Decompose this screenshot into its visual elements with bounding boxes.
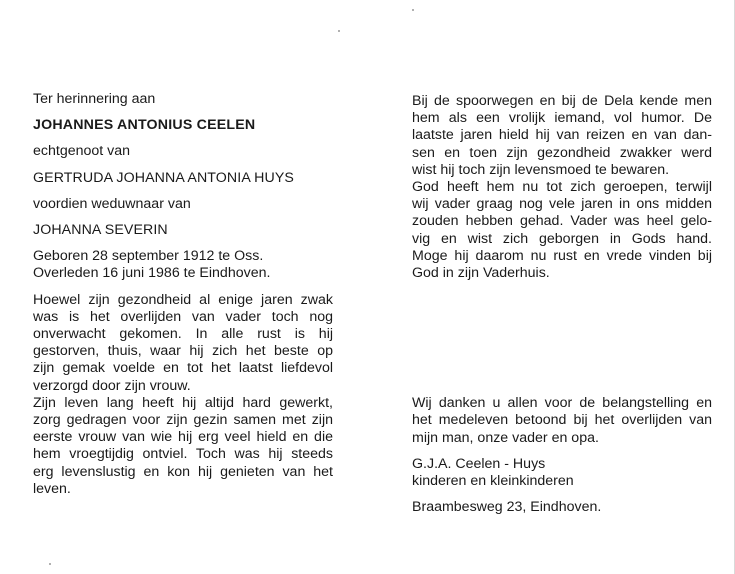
paragraph-line: hem vroegtijdig ontviel. Toch was hij steeds (33, 446, 333, 463)
widower-label: voordien weduwnaar van (33, 195, 191, 212)
scan-speck (338, 30, 340, 32)
left-paragraph (33, 292, 333, 498)
deceased-name: JOHANNES ANTONIUS CEELEN (33, 117, 256, 134)
spouse-label: echtgenoot van (33, 143, 131, 160)
paragraph-line: leven. (33, 480, 71, 497)
thanks-line: mijn man, onze vader en opa. (412, 429, 599, 446)
first-wife-name: JOHANNA SEVERIN (33, 222, 168, 239)
paragraph-line: laatste jaren hield hij van reizen en van dan- (412, 127, 712, 144)
paragraph-line: Zijn leven lang heeft hij altijd hard gewerkt, (33, 394, 333, 411)
paragraph-line: onverwacht gekomen. In alle rust is hij (33, 326, 333, 343)
paragraph-line: wist hij toch zijn levensmoed te bewaren. (412, 161, 670, 178)
paragraph-line: God heeft hem nu tot zich geroepen, terwijl (412, 179, 712, 196)
paragraph-line: zouden hebben gehad. Vader was heel gelo- (412, 213, 712, 230)
thanks-line: Wij danken u allen voor de belangstelling en (412, 395, 712, 412)
scan-speck (49, 563, 51, 565)
paragraph-line: sen en toen zijn gezondheid zwakker werd (412, 144, 712, 161)
paragraph-line: was is het overlijden van vader toch nog (33, 308, 333, 325)
paragraph-line: wij vader graag nog vele jaren in ons midden (412, 196, 712, 213)
scan-speck (412, 9, 414, 11)
paragraph-line: zorg gedragen voor zijn gezin samen met zijn (33, 412, 333, 429)
thanks-paragraph (412, 395, 712, 447)
paragraph-line: vig en wist zich geborgen in Gods hand. (412, 230, 712, 247)
family-signature: G.J.A. Ceelen - Huys (412, 455, 546, 472)
left-column (33, 91, 333, 498)
birth-line: Geboren 28 september 1912 te Oss. (33, 248, 264, 265)
family-members: kinderen en kleinkinderen (412, 473, 574, 490)
paragraph-line: Bij de spoorwegen en bij de Dela kende men (412, 93, 712, 109)
thanks-line: het medeleven betoond bij het overlijden van (412, 412, 712, 429)
paragraph-line: eerste vrouw van wie hij erg veel hield en die (33, 429, 333, 446)
intro-text: Ter herinnering aan (33, 91, 156, 107)
paragraph-line: Moge hij daarom nu rust en vrede vinden bij (412, 247, 712, 264)
paragraph-line: zijn gemak voelde en tot het laatst liefdevol (33, 360, 333, 377)
right-column (412, 93, 712, 516)
spouse-name: GERTRUDA JOHANNA ANTONIA HUYS (33, 169, 294, 186)
paragraph-line: God in zijn Vaderhuis. (412, 265, 550, 282)
paragraph-line: Hoewel zijn gezondheid al enige jaren zwak (33, 291, 333, 308)
address-line: Braambesweg 23, Eindhoven. (412, 499, 602, 516)
right-paragraph (412, 93, 712, 282)
paragraph-line: verzorgd door zijn vrouw. (33, 377, 191, 394)
paragraph-line: erg levenslustig en kon hij genieten van het (33, 463, 333, 480)
death-line: Overleden 16 juni 1986 te Eindhoven. (33, 265, 271, 282)
paragraph-line: gestorven, thuis, waar hij zich het beste op (33, 343, 333, 360)
paragraph-line: hem als een vrolijk iemand, vol humor. De (412, 110, 712, 127)
